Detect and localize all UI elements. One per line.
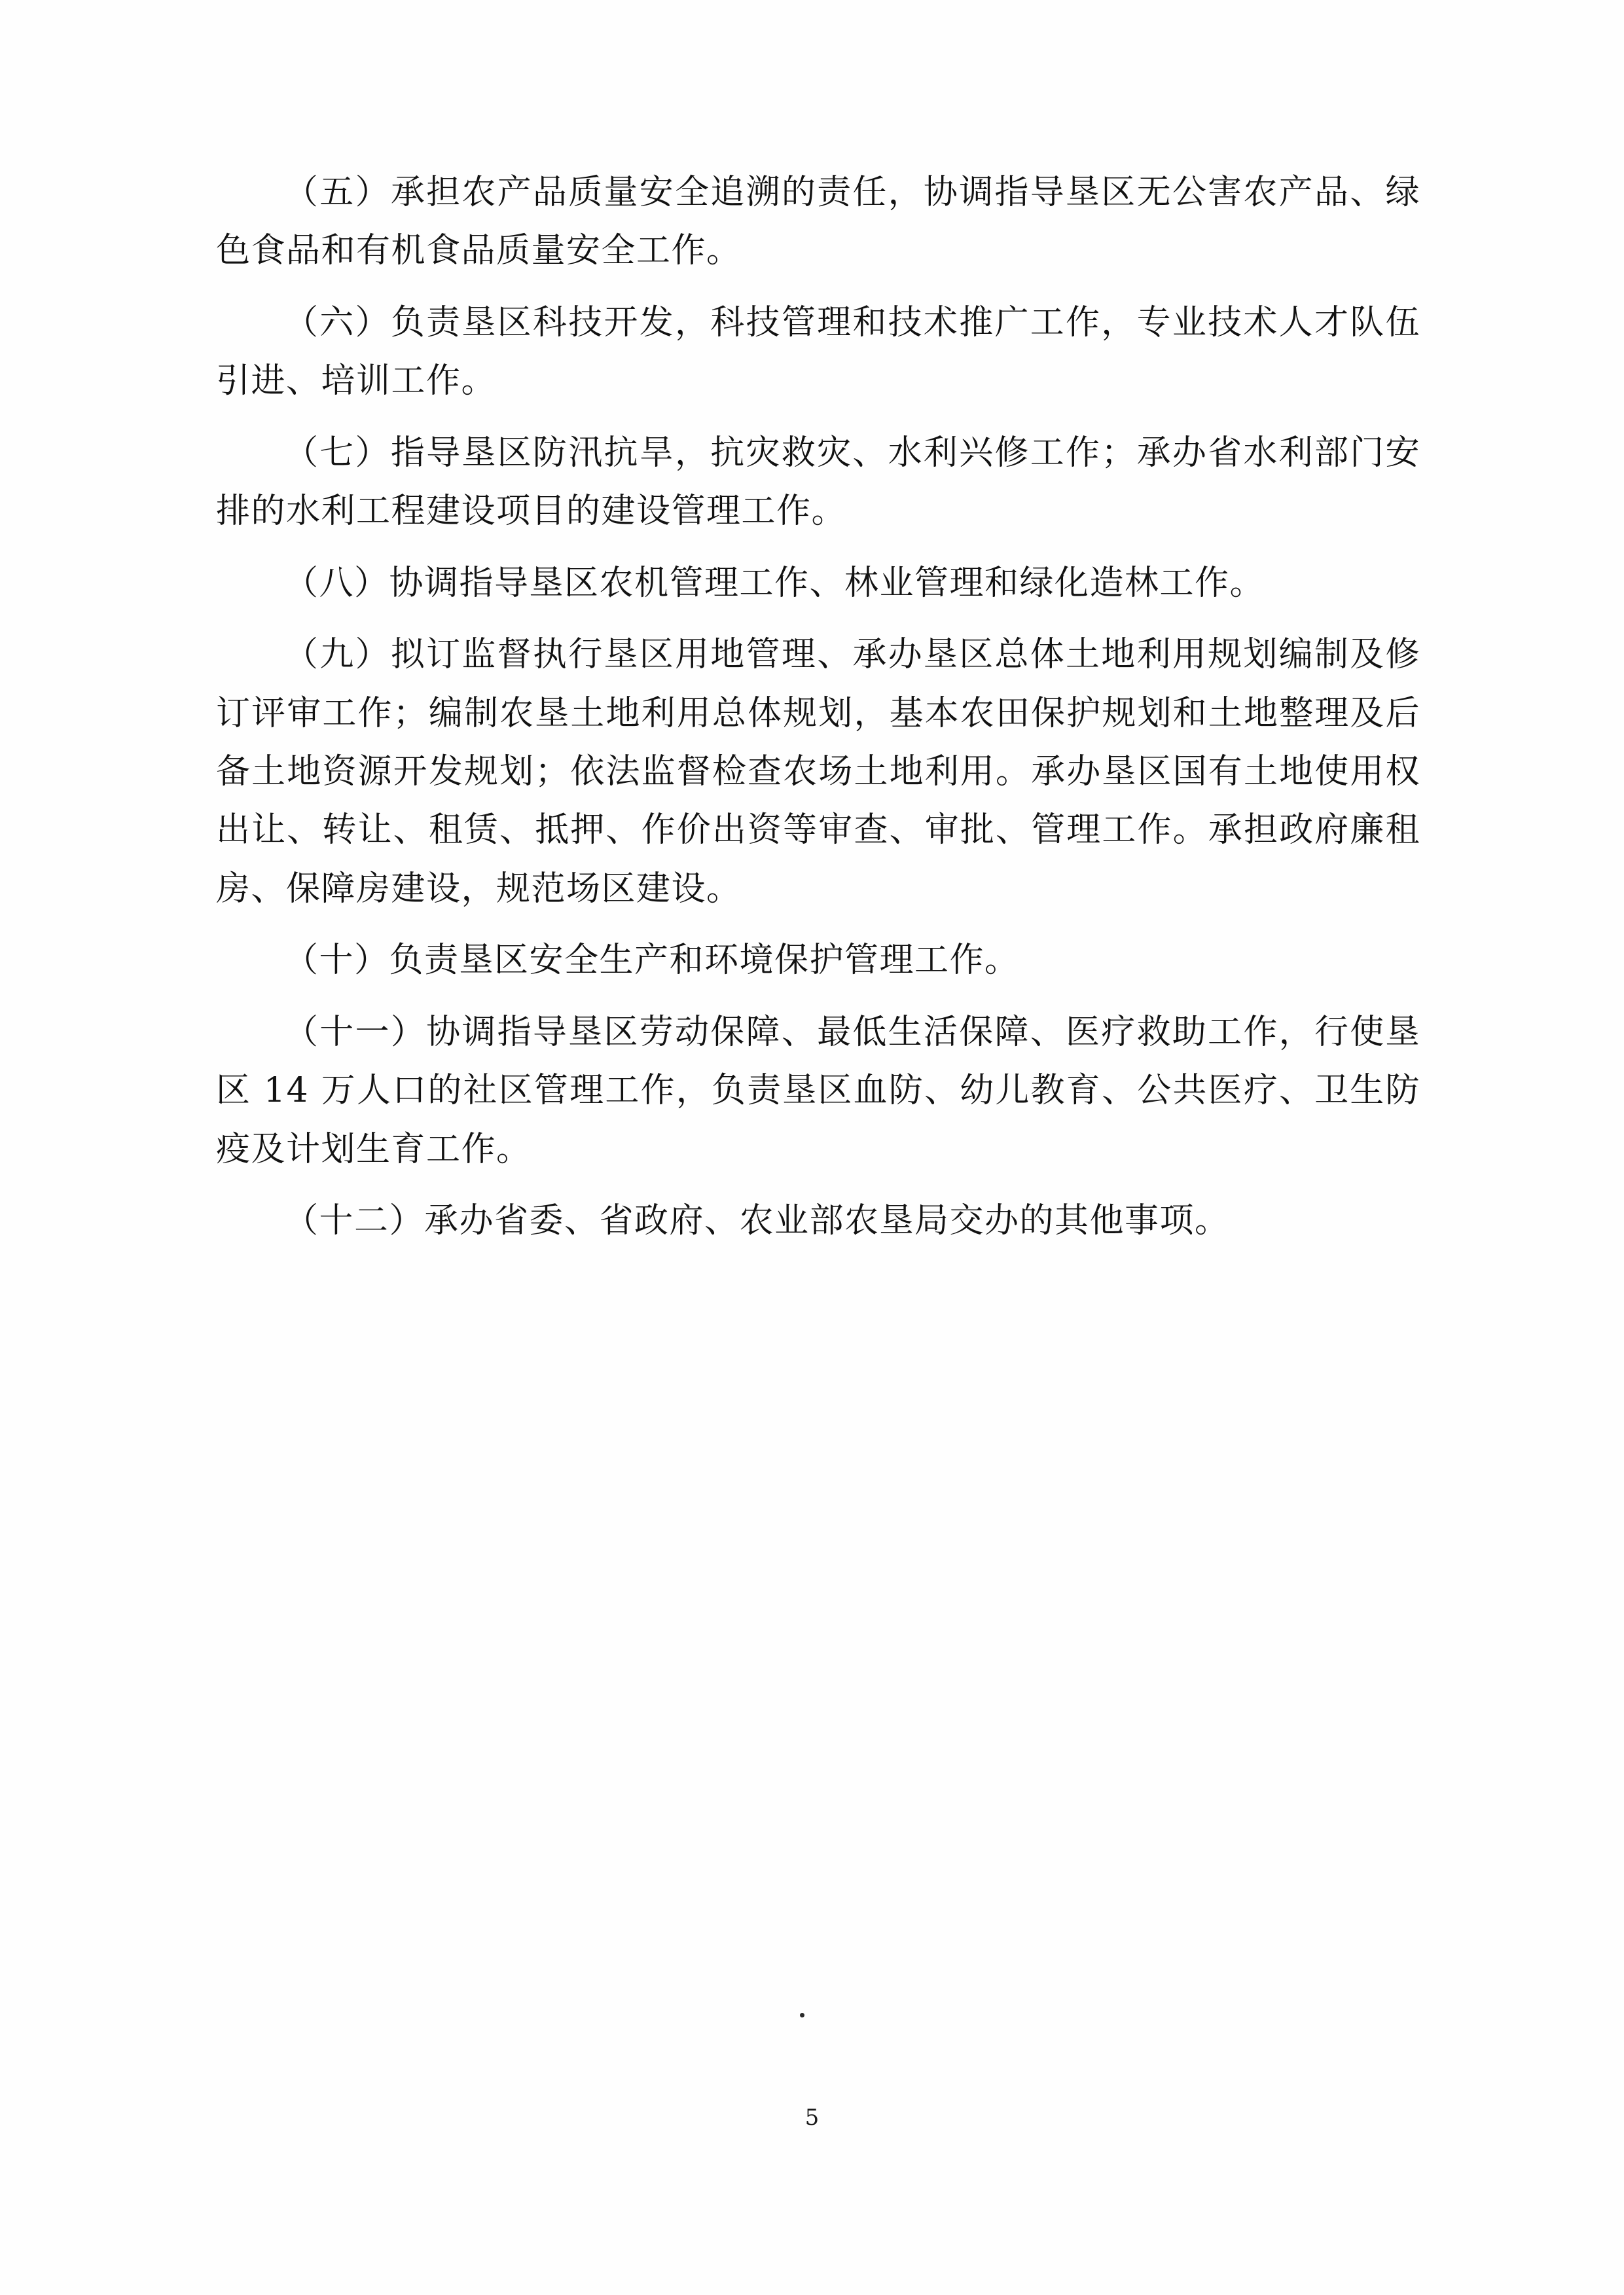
document-body bbox=[216, 164, 1420, 1263]
page-number: 5 bbox=[804, 2105, 820, 2131]
paragraph-item-5: （五）承担农产品质量安全追溯的责任，协调指导垦区无公害农产品、绿色食品和有机食品质量安全工作。 bbox=[216, 173, 1420, 271]
paragraph-item-9: （九）拟订监督执行垦区用地管理、承办垦区总体土地利用规划编制及修订评审工作；编制农垦土地利用总体规划，基本农田保护规划和土地整理及后备土地资源开发规划；依法监督检查农场土地利用。承办垦区国有土地使用权出让、转让、租赁、抵押、作价出资等审查、审批、管理工作。承担政府廉租房、保障房建设，规范场区建设。 bbox=[216, 635, 1420, 909]
paragraph-item-10: （十）负责垦区安全生产和环境保护管理工作。 bbox=[284, 941, 1020, 981]
paragraph-item-8: （八）协调指导垦区农机管理工作、林业管理和绿化造林工作。 bbox=[284, 563, 1265, 603]
paragraph-item-7: （七）指导垦区防汛抗旱，抗灾救灾、水利兴修工作；承办省水利部门安排的水利工程建设项目的建设管理工作。 bbox=[216, 433, 1420, 532]
paragraph-item-11: （十一）协调指导垦区劳动保障、最低生活保障、医疗救助工作，行使垦区 14 万人口的社区管理工作，负责垦区血防、幼儿教育、公共医疗、卫生防疫及计划生育工作。 bbox=[216, 1012, 1420, 1169]
paragraph-item-12: （十二）承办省委、省政府、农业部农垦局交办的其他事项。 bbox=[284, 1201, 1230, 1240]
footer-separator-dot bbox=[800, 2013, 804, 2017]
paragraph-item-6: （六）负责垦区科技开发，科技管理和技术推广工作，专业技术人才队伍引进、培训工作。 bbox=[216, 302, 1420, 401]
